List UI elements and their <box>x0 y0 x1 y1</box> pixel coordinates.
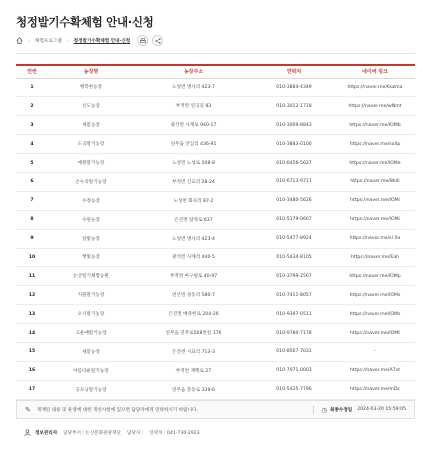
farm-address: 노성면 병사리 423-4 <box>134 229 253 248</box>
table-row <box>16 191 415 210</box>
home-icon[interactable] <box>16 37 23 44</box>
manager-phone: 연락처 : 041-730-2923 <box>149 431 200 436</box>
notice-divider <box>313 405 314 414</box>
farm-name: 신도농장 <box>48 97 134 116</box>
farm-table <box>16 64 415 400</box>
manager-person: 담당자 : <box>126 431 144 436</box>
farm-phone: 010-5435-7796 <box>253 380 335 399</box>
farm-phone: 010-7411-8057 <box>253 286 335 305</box>
naver-link[interactable]: https://naver.me/so4p <box>335 135 415 154</box>
farm-address: 노성면 병사리 423-7 <box>134 78 253 97</box>
table-row <box>16 267 415 286</box>
farm-phone: 010-7071-0003 <box>253 361 335 380</box>
table-row <box>16 210 415 229</box>
farm-phone: 010-5179-0667 <box>253 210 335 229</box>
row-number: 12 <box>16 286 48 305</box>
table-row <box>16 97 415 116</box>
naver-link[interactable]: https://naver.me/lOMs <box>335 286 415 305</box>
farm-address: 노성면 화곡리 87-2 <box>134 191 253 210</box>
table-row <box>16 380 415 399</box>
table-row <box>16 78 415 97</box>
farm-name: 새봄농장 <box>48 342 134 361</box>
info-manager <box>16 425 415 441</box>
farm-name: 아름다운딸기농장 <box>48 361 134 380</box>
farm-phone: 010-3799-2567 <box>253 267 335 286</box>
farm-name: 지원딸기농장 <box>48 286 134 305</box>
column-header-address: 농장주소 <box>134 65 253 78</box>
farm-address: 연산면 청동리 580-7 <box>134 286 253 305</box>
farm-address: 은진면 매죽헌로 204-26 <box>134 305 253 324</box>
farm-name: 논산딸기체험농원 <box>48 267 134 286</box>
farm-name: 고운애딸기농장 <box>48 324 134 343</box>
row-number: 14 <box>16 324 48 343</box>
farm-address: 부적면 신교리 28-24 <box>134 172 253 191</box>
farm-phone: 010-3884-4349 <box>253 78 335 97</box>
table-row <box>16 172 415 191</box>
farm-address: 은진면 시묘리 713-3 <box>134 342 253 361</box>
farm-address: 광석면 사계리 440-5 <box>134 248 253 267</box>
row-number: 8 <box>16 210 48 229</box>
farm-phone: 010-5434-8105 <box>253 248 335 267</box>
farm-address: 부적면 연곡길 83 <box>134 97 253 116</box>
farm-phone: 010-6456-5627 <box>253 154 335 173</box>
row-number: 11 <box>16 267 48 286</box>
farm-name: 오사딸기농장 <box>48 305 134 324</box>
farm-phone: 010-3883-0100 <box>253 135 335 154</box>
edit-icon: ✎ <box>25 405 31 414</box>
person-icon <box>24 429 31 438</box>
table-row <box>16 361 415 380</box>
row-number: 17 <box>16 380 48 399</box>
naver-link[interactable]: https://naver.me/lOMb <box>335 116 415 135</box>
farm-address: 연무읍 봉동로 339-6 <box>134 380 253 399</box>
naver-link[interactable]: https://naver.me/mDc <box>335 380 415 399</box>
farm-name: 굿모닝딸기농장 <box>48 380 134 399</box>
title-divider <box>16 53 415 54</box>
row-number: 13 <box>16 305 48 324</box>
naver-link[interactable]: https://naver.me/lOMi <box>335 210 415 229</box>
row-number: 10 <box>16 248 48 267</box>
farm-address: 광석면 사계로 940-17 <box>134 116 253 135</box>
table-row <box>16 305 415 324</box>
naver-link[interactable]: https://naver.me/wNmt <box>335 97 415 116</box>
naver-link[interactable]: https://naver.me/lOMs <box>335 305 415 324</box>
clock-icon: ◷ <box>321 405 327 414</box>
table-row <box>16 154 415 173</box>
breadcrumb-separator: › <box>28 37 30 44</box>
farm-name: 예원딸기농장 <box>48 154 134 173</box>
farm-address: 은진면 탑정로 637 <box>134 210 253 229</box>
farm-address: 연무읍 안심리 436-91 <box>134 135 253 154</box>
last-updated-label: 최종수정일 <box>330 407 353 413</box>
print-icon <box>140 38 146 44</box>
manager-department: 담당부서 : 논산문화관광재단 <box>63 431 121 436</box>
row-number: 16 <box>16 361 48 380</box>
table-row <box>16 229 415 248</box>
naver-link[interactable]: https://naver.me/6ozma <box>335 78 415 97</box>
row-number: 2 <box>16 97 48 116</box>
info-manager-label: 정보관리자 <box>35 431 58 436</box>
farm-phone: 010-9397-0511 <box>253 305 335 324</box>
row-number: 6 <box>16 172 48 191</box>
naver-link[interactable]: https://naver.me/lOMt <box>335 324 415 343</box>
farm-name: 행복한농장 <box>48 78 134 97</box>
table-row <box>16 324 415 343</box>
last-updated-value: 2024-03-20 15:59:05 <box>357 407 406 412</box>
print-button[interactable] <box>137 35 148 46</box>
row-number: 5 <box>16 154 48 173</box>
farm-phone: 010-3480-5626 <box>253 191 335 210</box>
table-row <box>16 286 415 305</box>
breadcrumb-separator: › <box>66 37 69 44</box>
farm-address: 연무읍 연무로508번길 176 <box>134 324 253 343</box>
naver-link[interactable]: https://naver.me/lOMe <box>335 154 415 173</box>
naver-link[interactable]: https://naver.me/sI Xa <box>335 229 415 248</box>
farm-phone: 010-6713-9711 <box>253 172 335 191</box>
row-number: 4 <box>16 135 48 154</box>
naver-link[interactable]: https://naver.me/lOMi <box>335 191 415 210</box>
row-number: 1 <box>16 78 48 97</box>
naver-link: - <box>335 342 415 361</box>
breadcrumb-item-program[interactable]: 체험프로그램 <box>35 38 62 44</box>
column-header-naver-link: 네이버 링크 <box>335 65 415 78</box>
farm-name: 수정농장 <box>48 191 134 210</box>
column-header-phone: 연락처 <box>253 65 335 78</box>
farm-phone: 010-9780-7178 <box>253 324 335 343</box>
table-row <box>16 135 415 154</box>
farm-name: 수원농장 <box>48 210 134 229</box>
table-row <box>16 342 415 361</box>
table-row <box>16 248 415 267</box>
breadcrumb <box>16 35 163 46</box>
farm-name: 햇빛농장 <box>48 248 134 267</box>
row-number: 9 <box>16 229 48 248</box>
breadcrumb-item-current[interactable]: 청정발기수확체험 안내·신청 <box>73 38 131 44</box>
row-number: 7 <box>16 191 48 210</box>
naver-link[interactable]: https://naver.me/8kdi <box>335 172 415 191</box>
farm-address: 노성면 노성로 508-8 <box>134 154 253 173</box>
farm-phone: 010-5477-8924 <box>253 229 335 248</box>
column-header-farm-name: 농장명 <box>48 65 134 78</box>
notice-text: 게재된 내용 및 운영에 대한 개선사항에 있으면 담당자에게 연락하시기 바랍니다. <box>36 407 198 413</box>
farm-phone: 010-8567-7031 <box>253 342 335 361</box>
naver-link[interactable]: https://naver.me/Eah <box>335 248 415 267</box>
share-icon <box>155 38 161 44</box>
row-number: 3 <box>16 116 48 135</box>
table-header-row <box>16 65 415 78</box>
farm-phone: 010-3009-8843 <box>253 116 335 135</box>
notice-bar <box>16 400 415 419</box>
table-row <box>16 116 415 135</box>
naver-link[interactable]: https://naver.me/lOMp <box>335 267 415 286</box>
column-header-number: 연번 <box>16 65 48 78</box>
farm-address: 부적면 계백로 27 <box>134 361 253 380</box>
row-number: 15 <box>16 342 48 361</box>
farm-address: 부적면 마구평로 40-97 <box>134 267 253 286</box>
farm-name: 알빛농장 <box>48 229 134 248</box>
naver-link[interactable]: https://naver.me/A7vt <box>335 361 415 380</box>
farm-name: 온누리딸기농장 <box>48 172 134 191</box>
farm-name: 도곡딸기농장 <box>48 135 134 154</box>
share-button[interactable] <box>152 35 163 46</box>
farm-name: 새봄농장 <box>48 116 134 135</box>
page-title: 청정발기수확체험 안내·신청 <box>16 15 154 29</box>
farm-phone: 010-3012-1718 <box>253 97 335 116</box>
